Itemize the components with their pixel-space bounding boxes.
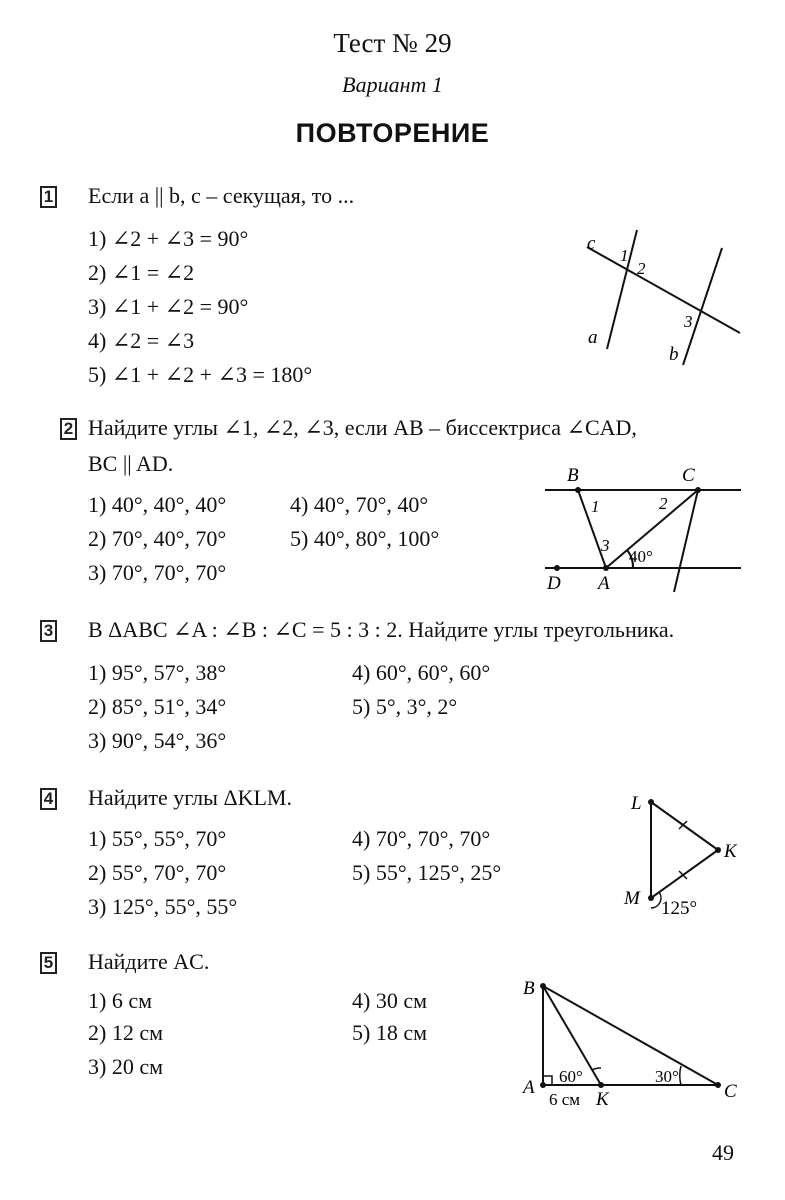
label-k: K xyxy=(724,841,737,862)
label-a: A xyxy=(523,1077,535,1098)
label-a: a xyxy=(588,327,598,348)
question-number-3: 3 xyxy=(40,620,57,642)
side-mk xyxy=(651,850,718,898)
answer-option: 1) 40°, 40°, 40° xyxy=(88,492,227,517)
label-angle-2: 2 xyxy=(659,494,668,513)
answer-option: 1) 55°, 55°, 70° xyxy=(88,826,227,851)
label-angle-2: 2 xyxy=(637,259,646,278)
answer-option: 1) 6 см xyxy=(88,988,153,1013)
point-k xyxy=(715,847,721,853)
answer-option: 5) 18 см xyxy=(352,1020,428,1045)
figure-right-triangle xyxy=(515,970,745,1115)
transversal xyxy=(674,490,698,592)
label-b: b xyxy=(669,344,679,365)
point-m xyxy=(648,895,654,901)
figure-bisector xyxy=(535,460,750,595)
label-125-degrees: 125° xyxy=(661,898,698,919)
label-60-degrees: 60° xyxy=(559,1067,583,1086)
label-c: C xyxy=(682,465,695,486)
answer-option: 4) ∠2 = ∠3 xyxy=(88,328,195,353)
point-c xyxy=(695,487,701,493)
variant-label: Вариант 1 xyxy=(342,72,443,97)
answer-option: 2) 70°, 40°, 70° xyxy=(88,526,227,551)
arc-30 xyxy=(680,1066,681,1085)
figure-parallel-lines xyxy=(565,225,755,370)
label-30-degrees: 30° xyxy=(655,1067,679,1086)
question-number-5: 5 xyxy=(40,952,57,974)
label-angle-3: 3 xyxy=(601,536,610,555)
label-angle-1: 1 xyxy=(591,497,600,516)
figure-triangle-klm xyxy=(615,785,755,925)
question-number-1: 1 xyxy=(40,186,57,208)
answer-option: 2) ∠1 = ∠2 xyxy=(88,260,195,285)
question-3-text: В ΔABC ∠A : ∠B : ∠C = 5 : 3 : 2. Найдите углы треугольника. xyxy=(88,617,675,642)
answer-option: 1) ∠2 + ∠3 = 90° xyxy=(88,226,249,251)
label-m: M xyxy=(624,888,640,909)
answer-option: 5) 40°, 80°, 100° xyxy=(290,526,440,551)
point-b xyxy=(575,487,581,493)
section-heading: ПОВТОРЕНИЕ xyxy=(295,118,490,148)
label-c: c xyxy=(587,233,596,254)
question-number-4: 4 xyxy=(40,788,57,810)
label-c: C xyxy=(724,1081,737,1102)
question-2-text-line2: BC || AD. xyxy=(88,451,174,476)
point-l xyxy=(648,799,654,805)
point-b xyxy=(540,983,546,989)
answer-option: 5) ∠1 + ∠2 + ∠3 = 180° xyxy=(88,362,313,387)
line-b xyxy=(683,248,722,365)
label-b: B xyxy=(567,465,579,486)
answer-option: 4) 40°, 70°, 40° xyxy=(290,492,429,517)
point-c xyxy=(715,1082,721,1088)
question-5-text: Найдите AC. xyxy=(88,949,210,974)
point-a xyxy=(540,1082,546,1088)
point-k xyxy=(598,1082,604,1088)
side-lk xyxy=(651,802,718,850)
label-d: D xyxy=(547,573,561,594)
question-1-text: Если a || b, c – секущая, то ... xyxy=(88,183,355,208)
answer-option: 2) 55°, 70°, 70° xyxy=(88,860,227,885)
answer-option: 3) 70°, 70°, 70° xyxy=(88,560,227,585)
answer-option: 2) 85°, 51°, 34° xyxy=(88,694,227,719)
label-6-cm: 6 см xyxy=(549,1090,581,1109)
test-title: Тест № 29 xyxy=(333,28,452,58)
question-2-text-line1: Найдите углы ∠1, ∠2, ∠3, если AB – биссектриса ∠CAD, xyxy=(88,415,637,440)
page-number: 49 xyxy=(712,1140,734,1165)
label-b: B xyxy=(523,978,535,999)
label-k: K xyxy=(596,1089,609,1110)
label-40-degrees: 40° xyxy=(629,547,653,566)
answer-option: 5) 5°, 3°, 2° xyxy=(352,694,458,719)
answer-option: 4) 30 см xyxy=(352,988,428,1013)
label-a: A xyxy=(598,573,610,594)
answer-option: 4) 70°, 70°, 70° xyxy=(352,826,491,851)
answer-option: 3) 20 см xyxy=(88,1054,164,1079)
answer-option: 4) 60°, 60°, 60° xyxy=(352,660,491,685)
label-angle-3: 3 xyxy=(684,312,693,331)
point-d xyxy=(554,565,560,571)
question-4-text: Найдите углы ΔKLM. xyxy=(88,785,292,810)
answer-option: 3) ∠1 + ∠2 = 90° xyxy=(88,294,249,319)
label-l: L xyxy=(631,793,642,814)
question-number-2: 2 xyxy=(60,418,77,440)
point-a xyxy=(603,565,609,571)
answer-option: 1) 95°, 57°, 38° xyxy=(88,660,227,685)
label-angle-1: 1 xyxy=(620,246,629,265)
answer-option: 3) 90°, 54°, 36° xyxy=(88,728,227,753)
answer-option: 3) 125°, 55°, 55° xyxy=(88,894,238,919)
answer-option: 5) 55°, 125°, 25° xyxy=(352,860,502,885)
arc-60 xyxy=(592,1068,601,1070)
answer-option: 2) 12 см xyxy=(88,1020,164,1045)
